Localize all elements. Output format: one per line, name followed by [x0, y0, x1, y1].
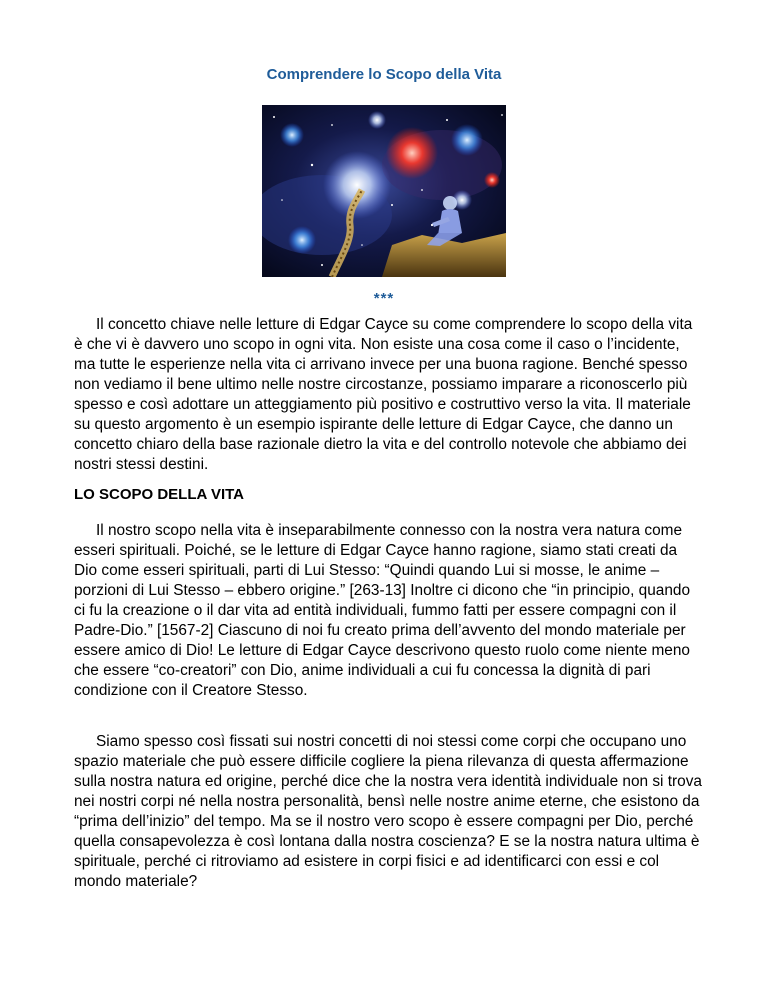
document-title: Comprendere lo Scopo della Vita: [266, 66, 502, 83]
intro-paragraph: Il concetto chiave nelle letture di Edgar Cayce su come comprendere lo scopo della vita è che vi è davvero uno scopo in ogni vita. Non esiste una cosa come il caso o l’incidente, ma tutte le esperienze nella vita ci arrivano invece per una buona ragione. Benché spesso non vediamo il bene ultimo nelle nostre circostanze, possiamo imparare a riconoscerlo più spesso e così adottare un atteggiamento più positivo e costruttivo verso la vita. Il materiale su questo argomento è un esempio ispirante delle letture di Edgar Cayce, che danno un concetto chiaro della base razionale dietro la vita e del controllo notevole che abbiamo dei nostri stessi destini.: [74, 316, 693, 473]
section-separator: ***: [373, 290, 395, 307]
cosmic-scene-illustration: [262, 105, 506, 277]
section-heading: LO SCOPO DELLA VITA: [74, 486, 245, 503]
body-paragraph-2: Siamo spesso così fissati sui nostri concetti di noi stessi come corpi che occupano uno spazio materiale che può essere difficile cogliere la piena rilevanza di questa affermazione sulla nostra natura ed origine, perché dice che la nostra vera identità individuale non si trova nei nostri corpi né nella nostra personalità, bensì nelle nostre anime eterne, che esistono da “prima dell’inizio” del tempo. Ma se il nostro vero scopo è essere compagni per Dio, perché quella consapevolezza è così lontana dalla nostra coscienza? E se la nostra natura ultima è spirituale, perché ci ritroviamo ad esistere in corpi fisici e ad identificarci con essi e col mondo materiale?: [74, 733, 702, 890]
body-paragraph-1: Il nostro scopo nella vita è inseparabilmente connesso con la nostra vera natura come esseri spirituali. Poiché, se le letture di Edgar Cayce hanno ragione, siamo stati creati da Dio come esseri spirituali, parti di Lui Stesso: “Quindi quando Lui si mosse, le anime – porzioni di Lui Stesso – ebbero origine.” [263-13] Inoltre ci dicono che “in principio, quando ci fu la creazione o il dar vita ad entità individuali, fummo fatti per essere compagni con il Padre-Dio.” [1567-2] Ciascuno di noi fu creato prima dell’avvento del mondo materiale per essere amico di Dio! Le letture di Edgar Cayce descrivono questo ruolo come niente meno che essere “co-creatori” con Dio, anime individuali a cui fu concessa la dignità di pari condizione con il Creatore Stesso.: [74, 522, 691, 699]
